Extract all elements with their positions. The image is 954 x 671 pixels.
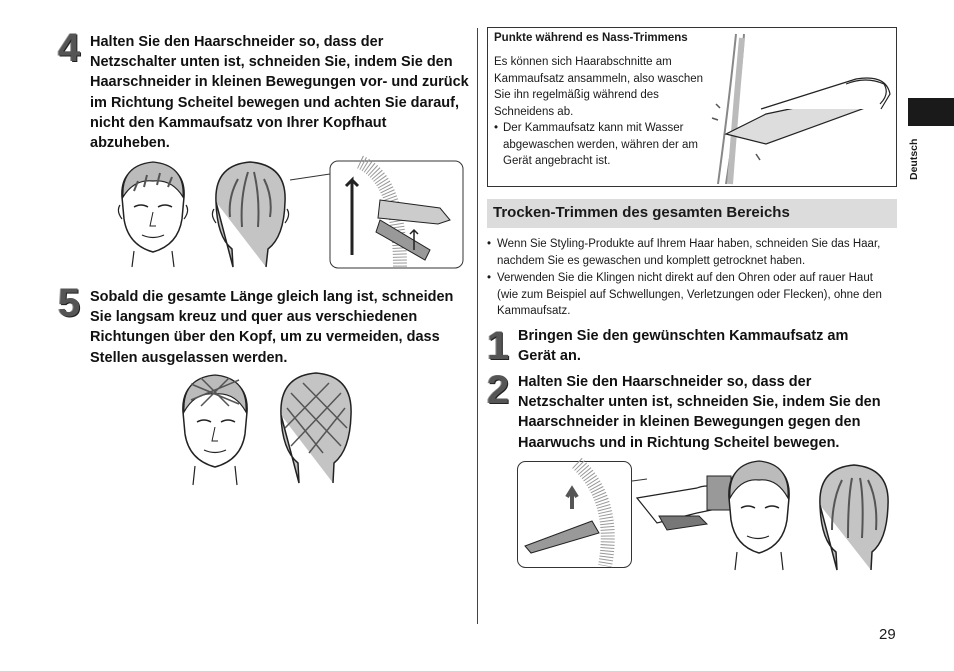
rinsing-trimmer-illustration (706, 34, 894, 184)
step-1-number: 1 (487, 324, 510, 368)
note-bullet: • Der Kammaufsatz kann mit Wasser abgewaschen werden, währen der am Gerät angebracht ist. (494, 120, 704, 170)
step-4-number: 4 (58, 26, 81, 70)
column-divider (477, 28, 478, 624)
language-tab-marker (908, 98, 954, 126)
step-5-text: Sobald die gesamte Länge gleich lang ist, schneiden Sie langsam kreuz und quer aus verschiedenen Richtungen über den Kopf, um zu vermeiden, dass Stellen ausgelassen werden. (90, 289, 454, 366)
section-bullet-2: • Verwenden Sie die Klingen nicht direkt auf den Ohren oder auf rauer Haut (wie zum Beispiel auf Schwellungen, Verletzungen oder Flecken), ohne den Kammaufsatz. (487, 270, 897, 320)
step-2-back-head-illustration (814, 460, 894, 570)
step-2-number: 2 (487, 368, 510, 412)
step-5-front-head-illustration (173, 370, 257, 485)
step-1-text: Bringen Sie den gewünschten Kammaufsatz am Gerät an. (518, 328, 849, 365)
step-5-back-head-illustration (273, 368, 359, 483)
step-2-trimmer-closeup (517, 461, 637, 569)
step-4-trimmer-closeup (290, 160, 465, 270)
step-2-front-head-with-trimmer (637, 458, 807, 570)
page-number: 29 (879, 626, 896, 643)
wet-trim-note-box (487, 27, 897, 187)
note-title: Punkte während es Nass-Trimmens (494, 32, 688, 44)
section-bullet-1: • Wenn Sie Styling-Produkte auf Ihrem Haar haben, schneiden Sie das Haar, nachdem Sie es gewaschen und komplett getrocknet haben. (487, 236, 897, 269)
step-5-number: 5 (58, 281, 81, 325)
section-heading: Trocken-Trimmen des gesamten Bereichs (493, 204, 790, 221)
step-4-front-head-illustration (112, 157, 194, 267)
step-4-text: Halten Sie den Haarschneider so, dass der Netzschalter unten ist, schneiden Sie, indem Sie den Haarschneider in kleinen Bewegungen vor- und zurück im Richtung Scheitel bewegen und achten Sie darauf, nicht den Kammaufsatz von Ihrer Kopfhaut abzuheben. (90, 34, 469, 152)
step-2-text: Halten Sie den Haarschneider so, dass der Netzschalter unten ist, schneiden Sie, indem Sie den Haarschneider in kleinen Bewegungen gegen den Haarwuchs und in Richtung Scheitel bewegen. (518, 374, 881, 451)
language-tab-label: Deutsch (908, 138, 920, 180)
note-body: Es können sich Haarabschnitte am Kammaufsatz ansammeln, also waschen Sie ihn regelmäßig während des Schneidens ab. (494, 56, 704, 118)
section-heading-bar (487, 199, 897, 228)
step-4-back-head-illustration (208, 157, 293, 267)
